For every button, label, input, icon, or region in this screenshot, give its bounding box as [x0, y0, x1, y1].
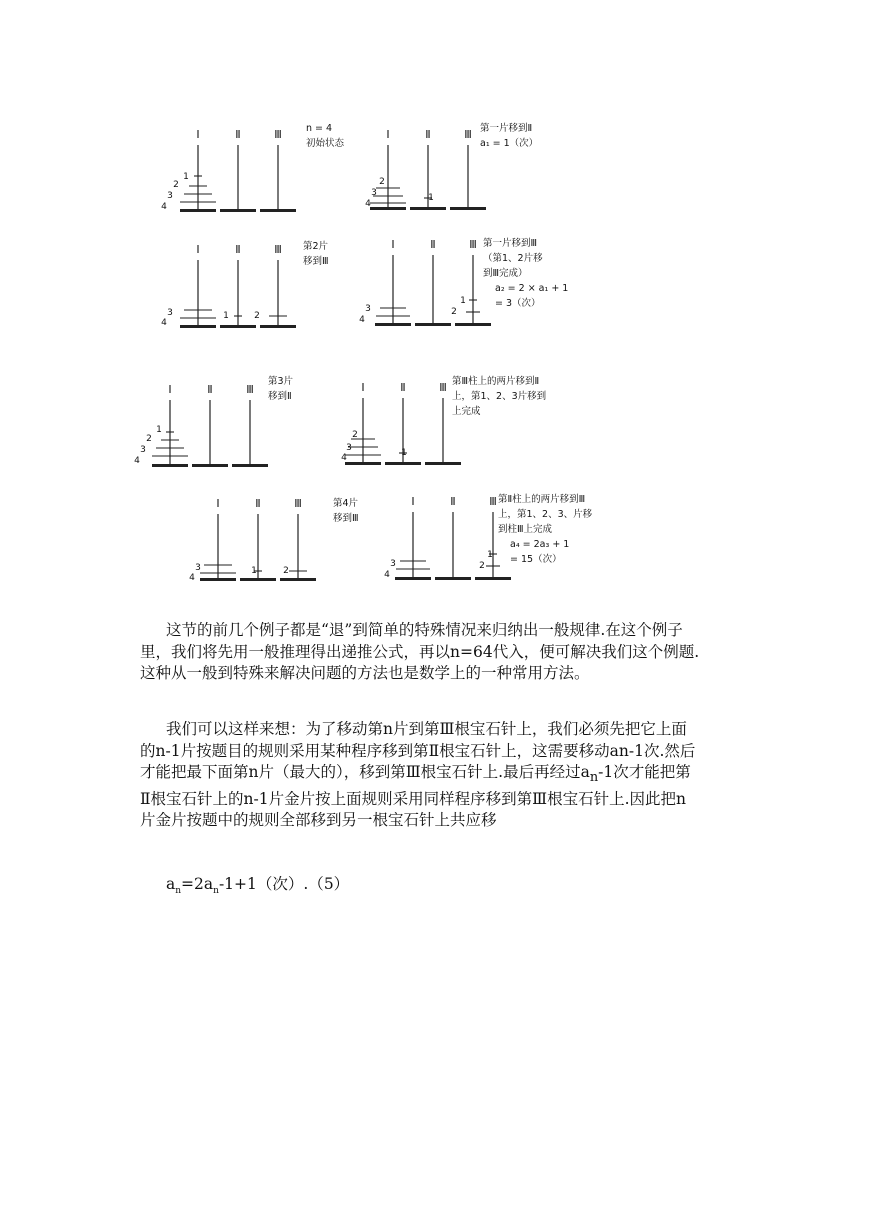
row2-right-base-1 — [375, 323, 411, 326]
row1-left-base-3 — [260, 209, 296, 212]
row1-left-disc-label-3: 3 — [167, 191, 173, 201]
row2-right-caption-4: a₂ = 2 × a₁ + 1 — [495, 283, 569, 294]
row1-left-disc-label-1: 1 — [183, 172, 189, 182]
row4-left-base-3 — [280, 578, 316, 581]
row1-right-disc-label-3: 4 — [365, 199, 371, 209]
paragraph-1: 这节的前几个例子都是“退”到简单的特殊情况来归纳出一般规律.在这个例子里，我们将先用一般推理得出递推公式，再以n=64代入，便可解决我们这个例题.这种从一般到特殊来解决问题的方法也是数学上的一种常用方法。 — [140, 621, 700, 682]
row2-right-caption-5: = 3（次） — [495, 298, 541, 309]
row1-right-caption-1: 第一片移到Ⅱ — [480, 123, 533, 134]
row1-right-disc-label-4: 1 — [428, 193, 434, 203]
row4-left-peg-label-3: Ⅲ — [294, 497, 302, 510]
row4-right-disc-label-3: 2 — [479, 561, 485, 571]
paragraph-2-part-b: -1次才能把第Ⅱ根宝石针上的n-1片金片按上面规则采用同样程序移到第Ⅲ根宝石针上.因此把n片金片按题中的规则全部移到另一根宝石针上共应移 — [140, 763, 691, 830]
row2-left-base-2 — [220, 325, 256, 328]
row2-right-caption-2: （第1、2片移 — [483, 253, 543, 264]
row2-right-peg-label-2: Ⅱ — [430, 238, 436, 251]
row4-left-peg-label-1: I — [216, 497, 220, 510]
row3-right-peg-label-1: I — [361, 381, 365, 394]
row2-left-base-3 — [260, 325, 296, 328]
row3-right-base-3 — [425, 462, 461, 465]
row4-left-disc-label-2: 4 — [189, 573, 195, 583]
row4-right-caption-2: 上，第1、2、3、片移 — [498, 509, 593, 520]
recurrence-formula — [166, 873, 349, 902]
row4-right-peg-label-3: Ⅲ — [489, 495, 497, 508]
row4-right-caption-4: a₄ = 2a₃ + 1 — [510, 539, 570, 550]
row3-right-disc-label-2: 3 — [346, 443, 352, 453]
row2-left-disc-label-4: 2 — [254, 311, 260, 321]
row4-left-caption-2: 移到Ⅲ — [333, 513, 359, 524]
row3-left-base-3 — [232, 464, 268, 467]
row4-right-disc-label-1: 3 — [390, 559, 396, 569]
row4-right-disc-label-2: 4 — [384, 570, 390, 580]
row1-right-base-3 — [450, 207, 486, 210]
row1-left-disc-label-2: 2 — [173, 180, 179, 190]
row3-left-base-1 — [152, 464, 188, 467]
formula-a: a — [166, 875, 176, 893]
row3-right-peg-label-2: Ⅱ — [400, 381, 406, 394]
row2-left-peg-label-2: Ⅱ — [235, 243, 241, 256]
row2-right-peg-label-1: I — [391, 238, 395, 251]
row2-left-disc-label-3: 1 — [223, 311, 229, 321]
row2-right-disc-label-4: 1 — [460, 296, 466, 306]
row2-right-peg-label-3: Ⅲ — [469, 238, 477, 251]
paragraph-2-part-a: 我们可以这样来想：为了移动第n片到第Ⅲ根宝石针上，我们必须先把它上面的n-1片按题目的规则采用某种程序移到第Ⅱ根宝石针上，这需要移动an-1次.然后才能把最下面第n片（最大的），移到第Ⅲ根宝石针上.最后再经过a — [140, 720, 696, 781]
row3-left-peg-label-3: Ⅲ — [246, 383, 254, 396]
row3-left-caption-1: 第3片 — [268, 376, 294, 387]
row4-left-base-2 — [240, 578, 276, 581]
row4-left-base-1 — [200, 578, 236, 581]
row3-right-caption-1: 第Ⅲ柱上的两片移到Ⅱ — [452, 376, 540, 387]
row1-left-disc-label-4: 4 — [161, 202, 167, 212]
row2-left-peg-label-1: I — [196, 243, 200, 256]
row4-right-base-3 — [475, 577, 511, 580]
row3-right-peg-label-3: Ⅲ — [439, 381, 447, 394]
row1-right-base-1 — [370, 207, 406, 210]
row3-left-disc-label-4: 4 — [134, 456, 140, 466]
row3-right-caption-2: 上，第1、2、3片移到 — [452, 391, 547, 402]
row4-right-peg-label-1: I — [411, 495, 415, 508]
row1-right-disc-label-2: 3 — [371, 188, 377, 198]
row2-left-disc-label-2: 4 — [161, 318, 167, 328]
row3-right-base-2 — [385, 462, 421, 465]
row4-right-caption-1: 第Ⅱ柱上的两片移到Ⅲ — [498, 494, 586, 505]
row1-right-caption-2: a₁ = 1（次） — [480, 138, 539, 149]
row1-left-peg-label-2: Ⅱ — [235, 128, 241, 141]
row1-left-base-2 — [220, 209, 256, 212]
row3-left-base-2 — [192, 464, 228, 467]
row3-right-base-1 — [345, 462, 381, 465]
row2-right-disc-label-2: 4 — [359, 315, 365, 325]
row3-left-disc-label-2: 2 — [146, 434, 152, 444]
paragraph-2 — [140, 719, 700, 832]
row2-right-caption-3: 到Ⅲ完成） — [483, 268, 528, 279]
row1-left-peg-label-3: Ⅲ — [274, 128, 282, 141]
row3-right-caption-3: 上完成 — [452, 406, 481, 417]
row1-right-peg-label-3: Ⅲ — [464, 128, 472, 141]
row2-left-caption-1: 第2片 — [303, 241, 329, 252]
row1-right-peg-label-2: Ⅱ — [425, 128, 431, 141]
row2-left-caption-2: 移到Ⅲ — [303, 256, 329, 267]
row4-right-base-1 — [395, 577, 431, 580]
paragraph-2-subscript: n — [589, 770, 599, 786]
formula-sub-2: n — [213, 886, 219, 897]
row3-right-disc-label-3: 4 — [341, 453, 347, 463]
row2-right-base-3 — [455, 323, 491, 326]
hanoi-diagram — [0, 0, 869, 610]
row4-left-peg-label-2: Ⅱ — [255, 497, 261, 510]
row3-left-peg-label-2: Ⅱ — [207, 383, 213, 396]
row2-right-disc-label-1: 3 — [365, 304, 371, 314]
row2-right-disc-label-3: 2 — [451, 307, 457, 317]
row3-left-disc-label-3: 3 — [140, 445, 146, 455]
row1-left-caption-2: 初始状态 — [306, 138, 345, 149]
row4-left-disc-label-3: 1 — [251, 566, 257, 576]
formula-mid: =2a — [181, 875, 214, 893]
formula-end: -1+1（次）.（5） — [218, 875, 350, 893]
row2-left-peg-label-3: Ⅲ — [274, 243, 282, 256]
row1-left-caption-1: n = 4 — [306, 123, 333, 134]
row4-right-caption-3: 到柱Ⅲ上完成 — [498, 524, 553, 535]
row2-right-base-2 — [415, 323, 451, 326]
row4-left-caption-1: 第4片 — [333, 498, 359, 509]
row3-left-peg-label-1: I — [168, 383, 172, 396]
row4-left-disc-label-1: 3 — [195, 563, 201, 573]
row3-right-disc-label-4: 1 — [401, 448, 407, 458]
row3-left-disc-label-1: 1 — [156, 425, 162, 435]
row1-right-disc-label-1: 2 — [379, 177, 385, 187]
row3-right-disc-label-1: 2 — [352, 430, 358, 440]
row3-left-caption-2: 移到Ⅱ — [268, 391, 292, 402]
row4-right-caption-5: = 15（次） — [510, 554, 562, 565]
row4-left-disc-label-4: 2 — [283, 566, 289, 576]
row1-left-base-1 — [180, 209, 216, 212]
row1-left-peg-label-1: I — [196, 128, 200, 141]
row1-right-base-2 — [410, 207, 446, 210]
row2-left-disc-label-1: 3 — [167, 308, 173, 318]
row4-right-peg-label-2: Ⅱ — [450, 495, 456, 508]
row4-right-base-2 — [435, 577, 471, 580]
row1-right-peg-label-1: I — [386, 128, 390, 141]
row4-right-disc-label-4: 1 — [487, 550, 493, 560]
row2-right-caption-1: 第一片移到Ⅲ — [483, 238, 538, 249]
row2-left-base-1 — [180, 325, 216, 328]
formula-sub-1: n — [175, 886, 182, 897]
